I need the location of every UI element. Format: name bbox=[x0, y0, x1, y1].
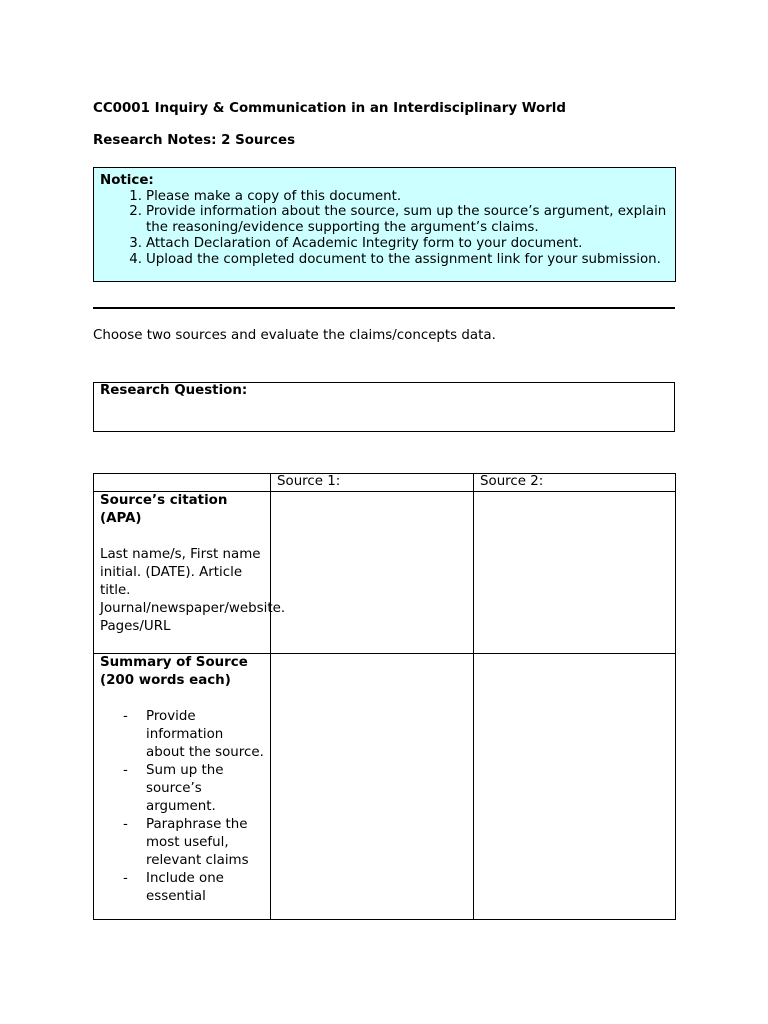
notice-list bbox=[100, 189, 669, 268]
list-item: - Sum up the source’s argument. bbox=[123, 763, 224, 814]
summary-bullet-text: Paraphrase the most useful, relevant claims bbox=[146, 817, 249, 868]
list-item: - Include one essential bbox=[123, 871, 224, 904]
table-header-cell-empty bbox=[94, 474, 271, 492]
notice-item-number: 2. bbox=[129, 204, 142, 220]
summary-source-1-cell[interactable] bbox=[271, 654, 474, 920]
research-question-box[interactable] bbox=[93, 382, 675, 432]
table-row-citation bbox=[94, 492, 676, 654]
table-header-source-2: Source 2: bbox=[474, 474, 676, 492]
table-header-source-1: Source 1: bbox=[271, 474, 474, 492]
notice-item-text: Please make a copy of this document. bbox=[146, 188, 402, 204]
summary-label-cell bbox=[94, 654, 271, 920]
notice-item-number: 3. bbox=[129, 235, 142, 251]
table-row-summary bbox=[94, 654, 676, 920]
citation-label-cell bbox=[94, 492, 286, 654]
sources-table bbox=[93, 473, 676, 920]
summary-source-2-cell[interactable] bbox=[474, 654, 676, 920]
notice-item-number: 1. bbox=[129, 188, 142, 204]
notice-box bbox=[93, 167, 676, 282]
summary-bullet-list bbox=[100, 708, 264, 906]
list-item: - Provide information about the source. bbox=[123, 709, 264, 760]
citation-heading: Source’s citation (APA) bbox=[100, 493, 228, 526]
notice-item-number: 4. bbox=[129, 251, 142, 267]
notice-item bbox=[100, 252, 669, 268]
course-title: CC0001 Inquiry & Communication in an Interdisciplinary World bbox=[93, 101, 566, 116]
citation-source-2-cell[interactable] bbox=[474, 492, 676, 654]
notice-item-text: Upload the completed document to the assignment link for your submission. bbox=[146, 251, 661, 267]
notice-item bbox=[100, 236, 669, 252]
notice-item bbox=[100, 204, 669, 235]
summary-bullet-text: Sum up the source’s argument. bbox=[146, 763, 224, 814]
summary-heading: Summary of Source (200 words each) bbox=[100, 655, 248, 688]
list-item: - Paraphrase the most useful, relevant claims bbox=[123, 817, 249, 868]
instruction-text: Choose two sources and evaluate the claims/concepts data. bbox=[93, 328, 496, 343]
table-header-row bbox=[94, 474, 676, 492]
summary-bullet-text: Include one essential bbox=[146, 871, 224, 904]
notice-item-text: Attach Declaration of Academic Integrity form to your document. bbox=[146, 235, 583, 251]
horizontal-rule bbox=[93, 307, 675, 309]
citation-format-hint: Last name/s, First name initial. (DATE). Article title. Journal/newspaper/website. Pages/URL bbox=[100, 547, 286, 634]
research-question-label: Research Question: bbox=[100, 383, 248, 398]
citation-source-1-cell[interactable] bbox=[271, 492, 474, 654]
summary-bullet-text: Provide information about the source. bbox=[146, 709, 264, 760]
notice-item-text: Provide information about the source, sum up the source’s argument, explain the reasoning/evidence supporting the argument’s claims. bbox=[146, 204, 667, 236]
notice-heading: Notice: bbox=[100, 173, 154, 188]
notice-item bbox=[100, 189, 669, 205]
document-subtitle: Research Notes: 2 Sources bbox=[93, 133, 296, 148]
